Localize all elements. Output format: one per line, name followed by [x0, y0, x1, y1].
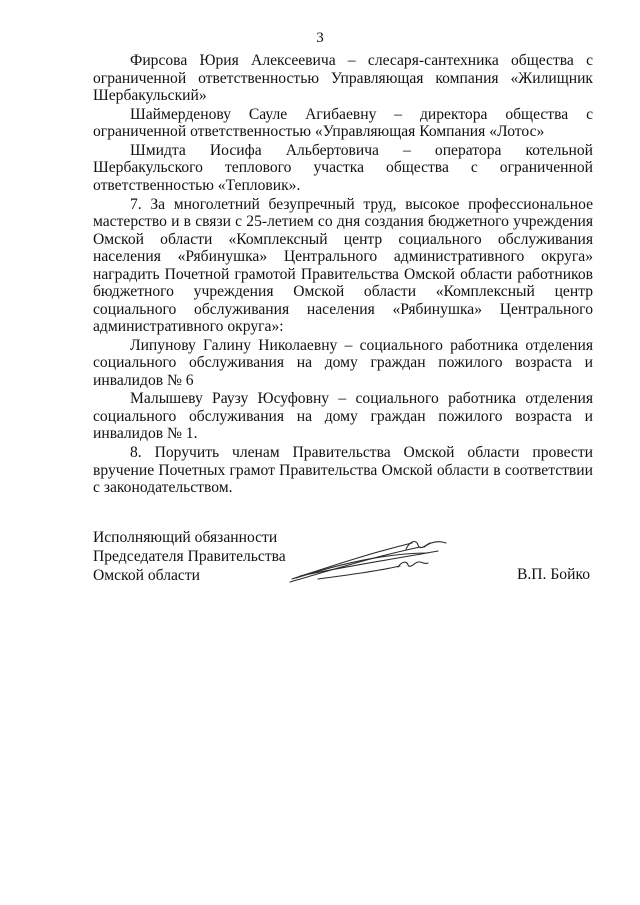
paragraph-firsov: Фирсова Юрия Алексеевича – слесаря-сантехника общества с ограниченной ответственностью Управляющая компания «Жилищник Шербакульский»	[93, 52, 593, 104]
handwritten-signature	[288, 533, 453, 588]
signatory-name: В.П. Бойко	[517, 566, 591, 583]
signatory-position-line: Председателя Правительства	[93, 548, 286, 565]
paragraph-shmidt: Шмидта Иосифа Альбертовича – оператора котельной Шербакульского теплового участка общества с ограниченной ответственностью «Тепловик».	[93, 141, 593, 194]
paragraph-shaimerdenova: Шаймерденову Сауле Агибаевну – директора общества с ограниченной ответственностью «Управляющая Компания «Лотос»	[93, 105, 593, 141]
paragraph-lipunova: Липунову Галину Николаевну – социального работника отделения социального обслуживания на дому граждан пожилого возраста и инвалидов № 6	[93, 336, 593, 389]
paragraph-malysheva: Малышеву Раузу Юсуфовну – социального работника отделения социального обслуживания на дому граждан пожилого возраста и инвалидов № 1.	[93, 390, 593, 443]
signatory-position	[93, 528, 286, 585]
page-number: 3	[316, 30, 324, 46]
paragraph-item-8: 8. Поручить членам Правительства Омской области провести вручение Почетных грамот Правительства Омской области в соответствии с законодательством.	[93, 444, 593, 497]
signatory-position-line: Омской области	[93, 567, 201, 584]
signatory-position-line: Исполняющий обязанности	[93, 529, 278, 546]
paragraph-item-7: 7. За многолетний безупречный труд, высокое профессиональное мастерство и в связи с 25-летием со дня создания бюджетного учреждения Омской области «Комплексный центр социального обслуживания населения «Рябинушка» Центрального административного округа» наградить Почетной грамотой Правительства Омской области работников бюджетного учреждения Омской области «Комплексный центр социального обслуживания населения «Рябинушка» Центрального административного округа»:	[93, 195, 593, 336]
document-body	[93, 52, 593, 498]
